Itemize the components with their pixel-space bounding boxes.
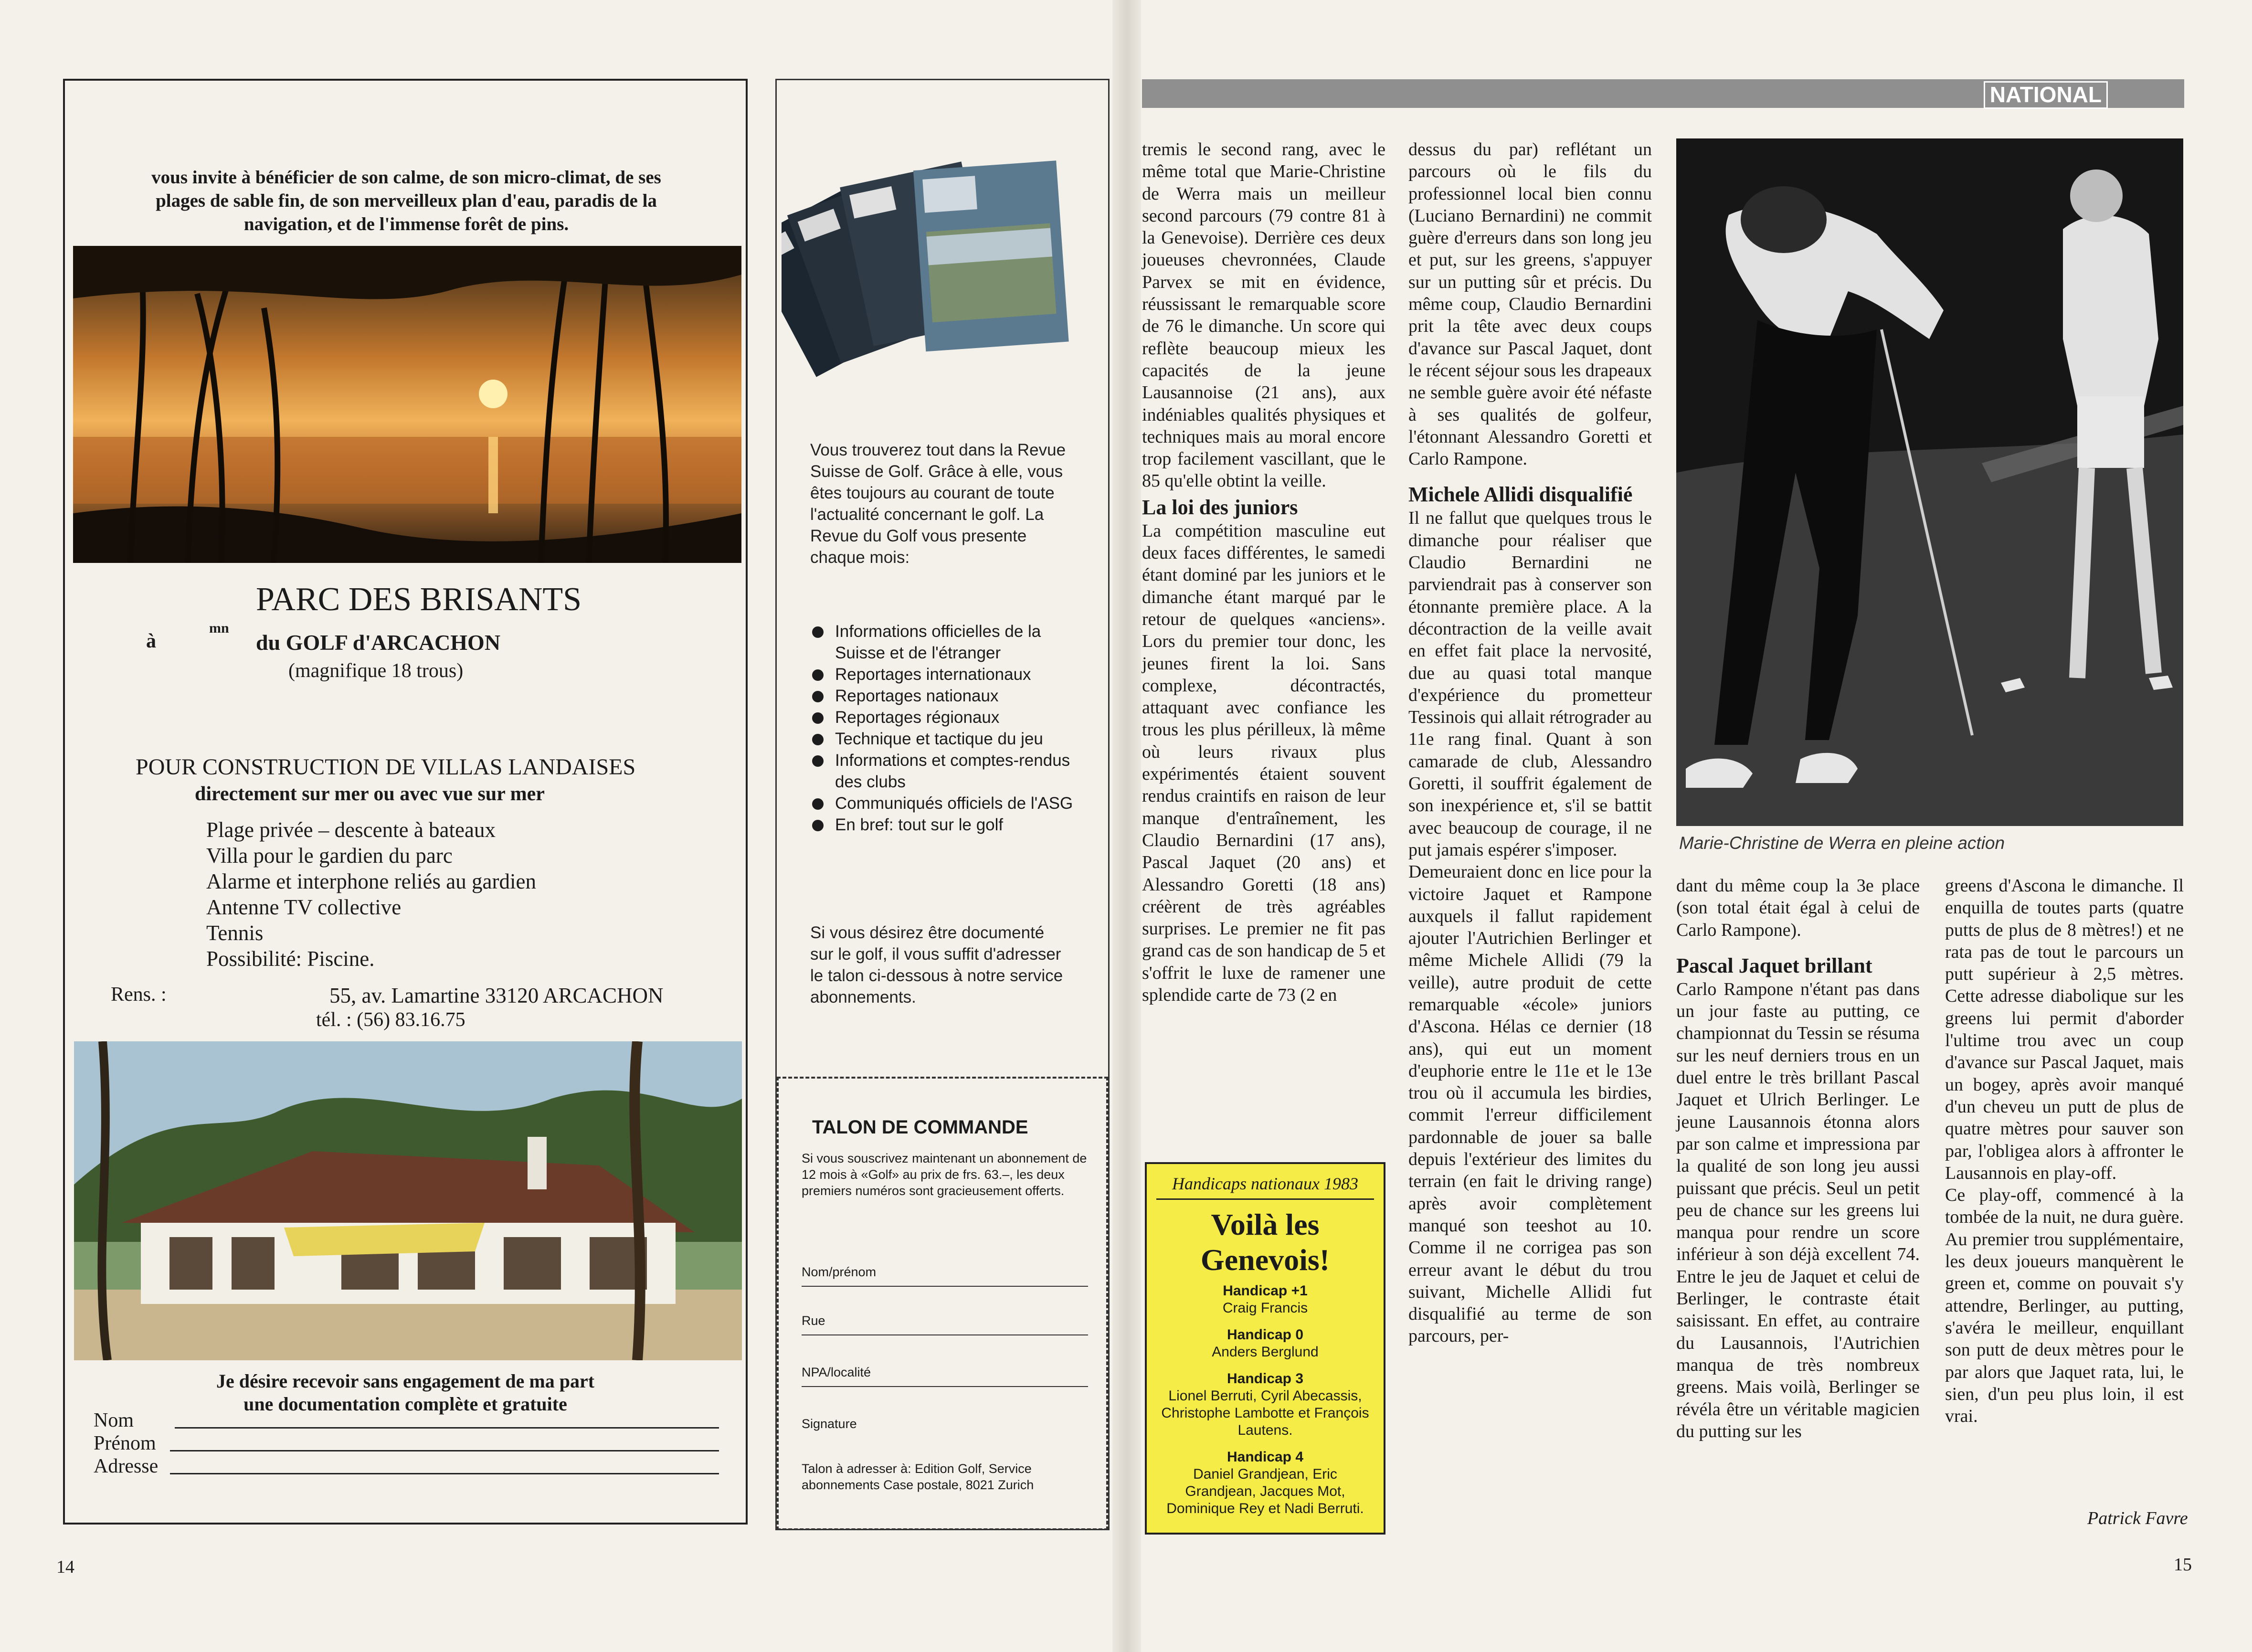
handicaps-box (1145, 1162, 1385, 1535)
revue-intro: Vous trouverez tout dans la Revue Suisse de Golf. Grâce à elle, vous êtes toujours au courant de toute l'actualité concernant le golf. La Revue du Golf vous presente chaque mois: (810, 441, 1066, 567)
handicap-group-names: Lionel Berruti, Cyril Abecassis, Christophe Lambotte et François Lautens. (1161, 1388, 1369, 1438)
coupon-field-street[interactable]: Rue (802, 1313, 1088, 1335)
article-paragraph: greens d'Ascona le dimanche. Il enquilla de toutes parts (quatre putts de plus de 8 mètres!) et ne rata pas de tout le parcours un putt supérieur à 2,5 mètres. Cette adresse diabolique sur les greens lui permit d'aborder l'ultime trou avec un coup d'avance sur Pascal Jaquet, mais un bogey, après avoir manqué d'un cheveu un putt de plus de quatre mètres pour sauver son par, l'obligea alors à affronter le Lausannois en play-off. (1945, 876, 2184, 1183)
construction-heading: POUR CONSTRUCTION DE VILLAS LANDAISES (136, 754, 636, 780)
handicaps-box-title: Handicaps nationaux 1983 (1172, 1174, 1358, 1193)
arcachon-advertisement (63, 79, 748, 1525)
golf-subtitle: (magnifique 18 trous) (288, 660, 464, 682)
subheading-juniors: La loi des juniors (1142, 495, 1298, 519)
handicaps-box-headline: Voilà les Genevois! (1200, 1207, 1330, 1277)
revue-list-item: Reportages nationaux (810, 685, 1078, 707)
article-paragraph: Carlo Rampone n'étant pas dans un jour faste au putting, ce championnat du Tessin se résuma sur les neuf derniers trous en un duel entre le très brillant Pascal Jaquet et Ulrich Berlinger. Le jeune Lausannois étonna alors par son calme et impressiona par la qualité de son long jeu aussi puissant que précis. Seul un petit peu de chance sur les greens lui manqua pour rendre un score inférieur à son déjà excellent 74. Entre le jeu de Jaquet et celui de Berlinger, le contraste était saisissant. En effet, au contraire du Lausannois, l'Autrichien manqua de très nombreux greens. Mais voilà, Berlinger se révéla être un véritable magicien du putting sur les (1676, 979, 1920, 1441)
revue-list-item: En bref: tout sur le golf (810, 814, 1078, 836)
coupon-field-signature[interactable]: Signature (802, 1417, 857, 1431)
coupon-intro: Si vous souscrivez maintenant un abonnement de 12 mois à «Golf» au prix de frs. 63.–, les deux premiers numéros sont gracieusement offerts. (802, 1151, 1087, 1198)
handicap-group-names: Anders Berglund (1212, 1344, 1319, 1360)
article-column-1 (1142, 138, 1385, 1006)
ad-address: 55, av. Lamartine 33120 ARCACHON (329, 984, 664, 1007)
form-field-prenom[interactable]: Prénom (94, 1432, 156, 1455)
feature-item: Tennis (206, 921, 264, 945)
page-number-right: 15 (2174, 1555, 2192, 1575)
distance-unit: mn (209, 620, 229, 636)
handicap-group-heading: Handicap 3 (1226, 1371, 1304, 1387)
revue-list-item: Communiqués officiels de l'ASG (810, 793, 1078, 814)
villa-photo (74, 1041, 742, 1360)
documentation-request: Je désire recevoir sans engagement de ma part une documentation complète et gratuite (216, 1370, 595, 1415)
feature-list (206, 817, 536, 972)
handicaps-box-rule (1156, 1198, 1374, 1200)
form-field-adresse[interactable]: Adresse (94, 1455, 158, 1478)
park-name: PARC DES BRISANTS (256, 581, 582, 618)
revue-list-item: Informations officielles de la Suisse et de l'étranger (810, 621, 1078, 664)
revue-list-item: Reportages internationaux (810, 664, 1078, 685)
ad-telephone: tél. : (56) 83.16.75 (316, 1009, 465, 1031)
rens-label: Rens. : (111, 984, 167, 1006)
order-coupon (777, 1077, 1108, 1530)
feature-item: Villa pour le gardien du parc (206, 844, 453, 868)
article-paragraph: dant du même coup la 3e place (son total était égal à celui de Carlo Rampone). (1676, 876, 1920, 940)
feature-item: Possibilité: Piscine. (206, 947, 375, 971)
article-paragraph: La compétition masculine eut deux faces différentes, le samedi étant dominé par les juniors et le dimanche étant marqué par le retour de quelques «anciens». Lors du premier tour donc, les jeunes firent la loi. Sans complexe, décontractés, attaquant avec confiance les trous les plus périlleux, là même où leurs rivaux plus expérimentés étaient souvent rendus craintifs en raison de leur manque d'entraînement, les Claudio Bernardini (17 ans), Pascal Jaquet (20 ans) et Alessandro Goretti (18 ans) créèrent de très agréables surprises. Le premier ne fit pas grand cas de son handicap de 5 et s'offrit le luxe de ramener une splendide carte de 73 (2 en (1142, 520, 1385, 1005)
magazine-covers-image (782, 133, 1106, 400)
construction-subheading: directement sur mer ou avec vue sur mer (195, 783, 545, 805)
handicap-group-heading: Handicap +1 (1223, 1283, 1308, 1299)
ad-intro: vous invite à bénéficier de son calme, de son micro-climat, de ses plages de sable fin, de son merveilleux plan d'eau, paradis de la navigation, et de l'immense forêt de pins. (151, 167, 661, 234)
golfer-photo (1676, 138, 2183, 826)
article-column-2 (1408, 138, 1652, 1347)
article-paragraph: dessus du par) reflétant un parcours où le fils du professionnel local bien connu (Luciano Bernardini) ne commit guère d'erreurs dans son long jeu et put, sur les greens, s'appuyer sur un putting sûr et précis. Du même coup, Claudio Bernardini prit la tête avec deux coups d'avance sur Pascal Jaquet, dont le récent séjour sous les drapeaux ne semble guère avoir été néfaste à ses qualités de golfeur, l'étonnant Alessandro Goretti et Carlo Rampone. (1408, 139, 1652, 469)
distance-prefix: à (146, 630, 156, 652)
page-number-left: 14 (56, 1557, 74, 1577)
feature-item: Plage privée – descente à bateaux (206, 818, 496, 842)
subheading-jaquet: Pascal Jaquet brillant (1676, 953, 1872, 977)
revue-list-item: Informations et comptes-rendus des clubs (810, 750, 1078, 793)
article-paragraph: Il ne fallut que quelques trous le dimanche pour réaliser que Claudio Bernardini ne parviendrait pas à conserver son étonnante première place. A la décontraction de la veille avait en effet fait place la nervosité, due au quasi total manque d'expérience du prometteur Tessinois qui allait rétrograder au 11e rang final. Quant à son camarade de club, Alessandro Goretti, il souffrit également de son inexpérience et, s'il se battit avec beaucoup de courage, il ne put jamais espérer s'imposer. (1408, 508, 1652, 860)
article-paragraph: tremis le second rang, avec le même total que Marie-Christine de Werra mais un meilleur second parcours (79 contre 81 à la Genevoise). Derrière ces deux joueuses chevronnées, Claude Parvex se mit en évidence, réussissant le remarquable score de 76 le dimanche. Un score qui reflète beaucoup mieux les capacités de la jeune Lausannoise (21 ans), aux indéniables qualités physiques et techniques mais au moral encore trop facilement vascillant, que le 85 qu'elle obtint la veille. (1142, 139, 1385, 491)
author-signature: Patrick Favre (2087, 1508, 2188, 1528)
feature-item: Alarme et interphone reliés au gardien (206, 869, 536, 893)
revue-contents-list (810, 621, 1078, 836)
form-field-nom[interactable]: Nom (94, 1409, 134, 1432)
subheading-allidi: Michele Allidi disqualifié (1408, 483, 1633, 507)
coupon-field-name[interactable]: Nom/prénom (802, 1265, 1088, 1287)
article-paragraph: Ce play-off, commencé à la tombée de la nuit, ne dura guère. Au premier trou supplémentaire, les deux joueurs manquèrent le green et, comme on pouvait s'y attendre, Berlinger, au putting, s'avéra le meilleur, enquillant son putt de deux mètres pour le par alors que Jaquet rata, lui, le sien, d'un peu plus loin, il est vrai. (1945, 1185, 2184, 1427)
handicaps-box-list (1156, 1282, 1374, 1517)
section-label: NATIONAL (1984, 81, 2108, 109)
article-column-3 (1676, 875, 1920, 1442)
handicap-group-heading: Handicap 4 (1226, 1449, 1304, 1465)
handicap-group-heading: Handicap 0 (1226, 1327, 1304, 1343)
article-column-4 (1945, 875, 2184, 1427)
golf-name: du GOLF d'ARCACHON (256, 630, 501, 655)
revue-outro: Si vous désirez être documenté sur le golf, il vous suffit d'adresser le talon ci-dessous à notre service abonnements. (810, 923, 1063, 1006)
coupon-field-locality[interactable]: NPA/localité (802, 1365, 1088, 1387)
handicap-group-names: Daniel Grandjean, Eric Grandjean, Jacques Mot, Dominique Rey et Nadi Berruti. (1166, 1466, 1364, 1516)
photo-caption: Marie-Christine de Werra en pleine action (1679, 833, 2005, 853)
coupon-title: TALON DE COMMANDE (812, 1117, 1028, 1138)
coupon-send-address: Talon à adresser à: Edition Golf, Service abonnements Case postale, 8021 Zurich (802, 1461, 1034, 1492)
handicap-group-names: Craig Francis (1222, 1300, 1308, 1316)
page-gutter (1112, 0, 1141, 1652)
feature-item: Antenne TV collective (206, 895, 402, 919)
sunset-photo (73, 246, 741, 563)
revue-list-item: Technique et tactique du jeu (810, 728, 1078, 750)
revue-list-item: Reportages régionaux (810, 707, 1078, 728)
article-paragraph: Demeuraient donc en lice pour la victoire Jaquet et Rampone auxquels il fallut rapidement ajouter l'Autrichien Berlinger et même Michele Allidi (79 la veille), autre produit de cette remarquable «école» juniors d'Ascona. Hélas ce dernier (18 ans), qui eut un moment d'euphorie entre le 11e et le 13e trou où il accumula les birdies, commit l'erreur difficilement pardonnable de jouer sa balle depuis l'extérieur des limites du terrain (en fait le driving range) après avoir complètement manqué son teeshot au 10. Comme il ne corrigea pas son erreur avant le début du trou suivant, Michelle Allidi fut disqualifié au terme de son parcours, per- (1408, 862, 1652, 1346)
section-header-bar (1142, 79, 2184, 108)
